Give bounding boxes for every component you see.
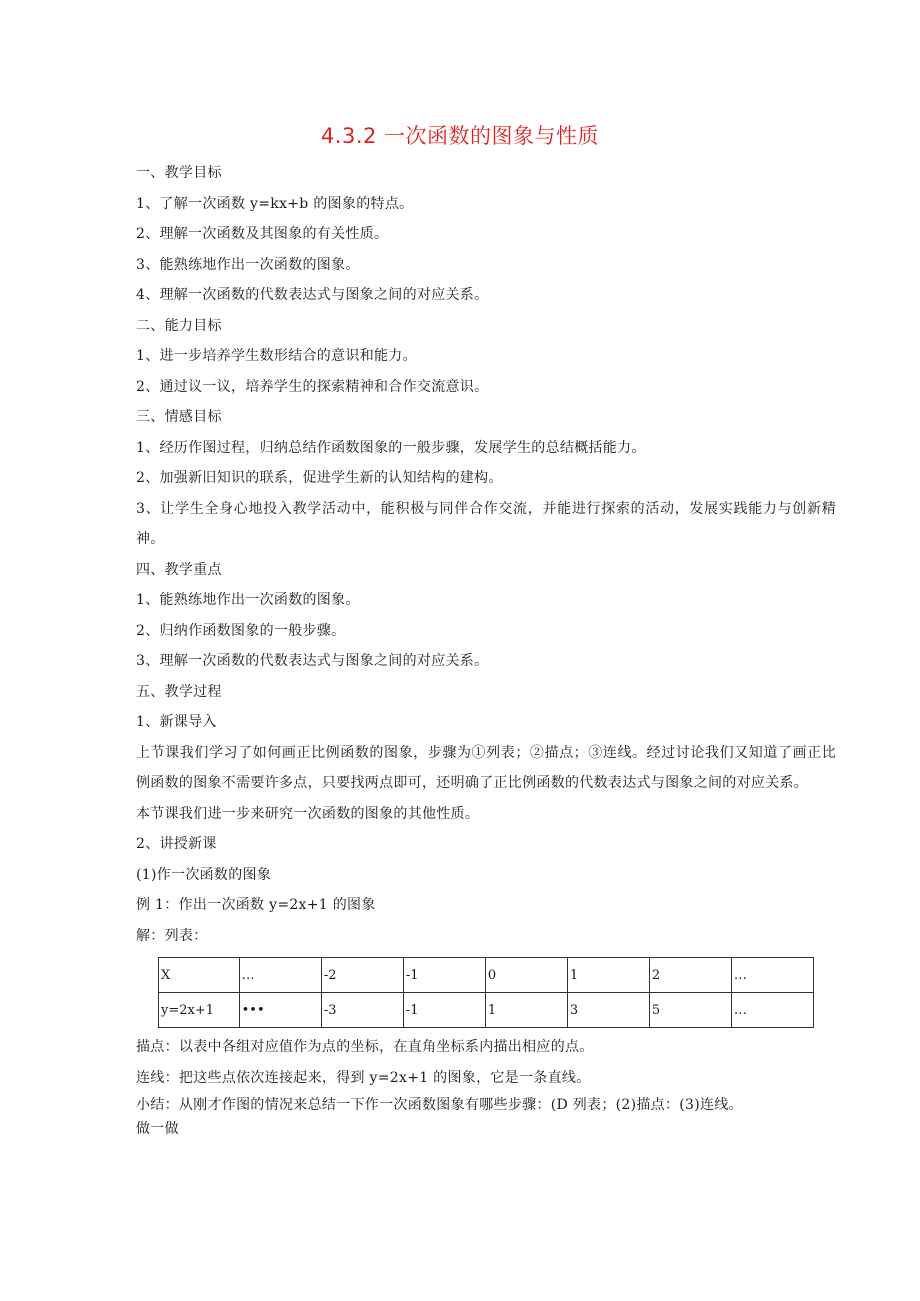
text-line: 2、归纳作函数图象的一般步骤。 [136, 622, 346, 639]
table-cell: -1 [403, 958, 485, 993]
text-line: 1、了解一次函数 y=kx+b 的图象的特点。 [136, 195, 414, 212]
text-line: 连线：把这些点依次连接起来，得到 y=2x+1 的图象，它是一条直线。 [136, 1069, 591, 1086]
text-line: 描点：以表中各组对应值作为点的坐标，在直角坐标系内描出相应的点。 [136, 1039, 594, 1055]
example-1: 例 1：作出一次函数 y=2x+1 的图象 [136, 897, 376, 913]
table-cell: 2 [649, 958, 731, 993]
table-row-x [159, 958, 814, 993]
text-line: 2、理解一次函数及其图象的有关性质。 [136, 226, 389, 242]
table-cell: … [239, 958, 321, 993]
summary-line: 小结：从刚才作图的情况来总结一下作一次函数图象有哪些步骤：(D 列表；(2)描点：(3)连线。 [136, 1097, 743, 1113]
table-cell: 1 [567, 958, 649, 993]
section-heading-process: 五、教学过程 [136, 683, 222, 700]
solution-label: 解：列表： [136, 927, 208, 944]
text-line: 3、能熟练地作出一次函数的图象。 [136, 256, 360, 273]
page-title: 4.3.2 一次函数的图象与性质 [320, 124, 600, 148]
text-line: 本节课我们进一步来研究一次函数的图象的其他性质。 [136, 805, 480, 822]
text-line: 2、通过议一议，培养学生的探索精神和合作交流意识。 [136, 378, 489, 395]
table-row-y [159, 993, 814, 1028]
table-cell: -3 [321, 993, 403, 1028]
section-heading-teaching-goals: 一、教学目标 [136, 165, 222, 181]
text-line: 1、经历作图过程，归纳总结作函数图象的一般步骤，发展学生的总结概括能力。 [136, 439, 646, 456]
text-line: 1、进一步培养学生数形结合的意识和能力。 [136, 348, 417, 364]
document-body [136, 158, 836, 1141]
section-heading-ability-goals: 二、能力目标 [136, 317, 222, 334]
table-cell: X [159, 958, 240, 993]
table-cell: … [731, 958, 813, 993]
text-line: 1、能熟练地作出一次函数的图象。 [136, 592, 360, 608]
table-cell: 0 [485, 958, 567, 993]
text-line: 3、理解一次函数的代数表达式与图象之间的对应关系。 [136, 653, 489, 669]
text-line: 1、新课导入 [136, 714, 217, 730]
table-cell: 3 [567, 993, 649, 1028]
text-line: (1)作一次函数的图象 [136, 866, 272, 883]
table-cell: ••• [239, 993, 321, 1028]
section-heading-key-points: 四、教学重点 [136, 561, 222, 578]
table-cell: … [731, 993, 813, 1028]
paragraph-emotion-3: 3、让学生全身心地投入教学活动中，能积极与同伴合作交流，并能进行探索的活动，发展实践能力与创新精神。 [136, 500, 836, 547]
table-cell: -1 [403, 993, 485, 1028]
table-cell: 1 [485, 993, 567, 1028]
table-cell: -2 [321, 958, 403, 993]
paragraph-intro: 上节课我们学习了如何画正比例函数的图象，步骤为①列表；②描点；③连线。经过讨论我们又知道了画正比例函数的图象不需要许多点，只要找两点即可，还明确了正比例函数的代数表达式与图象之间的对应关系。 [136, 744, 836, 791]
text-line: 4、理解一次函数的代数表达式与图象之间的对应关系。 [136, 287, 489, 303]
table-cell: 5 [649, 993, 731, 1028]
try-it-heading: 做一做 [136, 1121, 179, 1137]
section-heading-emotion-goals: 三、情感目标 [136, 409, 222, 425]
text-line: 2、讲授新课 [136, 836, 217, 852]
text-line: 2、加强新旧知识的联系，促进学生新的认知结构的建构。 [136, 470, 503, 486]
value-table [158, 957, 814, 1028]
table-cell: y=2x+1 [159, 993, 240, 1028]
